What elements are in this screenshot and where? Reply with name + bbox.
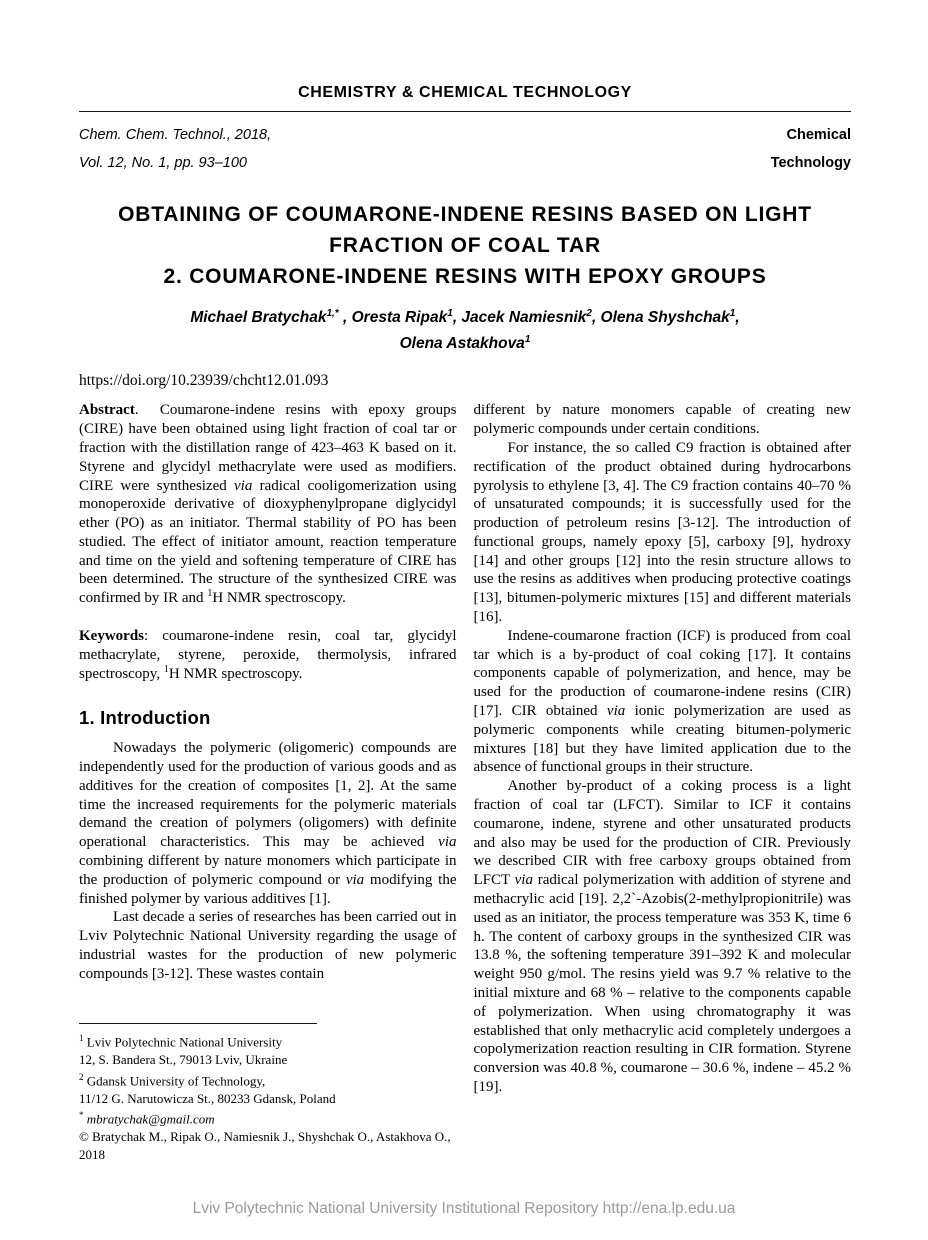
body-paragraph-lfct: Another by-product of a coking process is a light fraction of coal tar (LFCT). Similar to ICF it contains coumarone, indene, styrene and other unsaturated products and also may be used for the production of CIR. Previously we described CIR with free carboxy groups obtained from LFCT via radical polymerization with addition of styrene and methacrylic acid [19]. 2,2`-Azobis(2-methylpropionitrile) was used as an initiator, the process temperature was 353 K, time 6 h. The content of carboxy groups in the synthesized CIR was 13.8 %, the softening temperature 391–392 K and molecular weight 950 g/mol. The resins yield was 9.7 % relative to the initial mixture and 68 % – relative to the components capable of polymerization. When using chromatography it was established that only methacrylic acid completely undergoes a copolymerization reaction resulting in CIR formation. Styrene conversion was 40.8 %, coumarone – 30.6 %, indene – 45.2 % [19].	[473, 778, 852, 1095]
footnote-affiliation-2: $^2$ Gdansk University of Technology,	[79, 1071, 266, 1089]
authors-line-1: Michael Bratychak$^{1,*}$ , Oresta Ripak$^1$, Jacek Namiesnik$^2$, Olena Shyshchak$^1$,	[190, 308, 740, 327]
authors-line-2: Olena Astakhova$^1$	[399, 334, 531, 353]
body-paragraph-continuation: different by nature monomers capable of creating new polymeric compounds under certain conditions.	[473, 402, 851, 438]
journal-name	[771, 121, 851, 177]
body-paragraph-icf: Indene-coumarone fraction (ICF) is produced from coal tar which is a by-product of coal coking [17]. It contains components capable of polymerization, and hence, may be used for the production of coumarone-indene resins (CIR) [17]. CIR obtained via ionic polymerization are used as polymeric components while creating bitumen-polymeric mixtures [18] but they have limited application due to the absence of functional groups in their structure.	[473, 627, 851, 776]
right-column	[474, 401, 852, 1163]
article-title-line-2: FRACTION OF COAL TAR	[329, 234, 601, 257]
page-content	[79, 0, 851, 1163]
journal-citation	[79, 121, 271, 177]
two-column-body	[79, 401, 851, 1163]
citation-line-2: Vol. 12, No. 1, pp. 93–100	[79, 155, 247, 171]
article-title	[79, 199, 851, 292]
citation-line-1: Chem. Chem. Technol., 2018,	[79, 127, 272, 143]
left-column	[79, 401, 457, 1163]
footnote-rule	[79, 1023, 317, 1024]
intro-paragraph-2: Last decade a series of researches has been carried out in Lviv Polytechnic National University regarding the usage of industrial wastes for the production of new polymeric compounds [3-12]. These wastes contain	[79, 909, 457, 982]
footnote-copyright: © Bratychak M., Ripak O., Namiesnik J., Shyshchak O., Astakhova O., 2018	[79, 1129, 451, 1162]
issue-info-row	[79, 121, 851, 177]
journal-running-head: CHEMISTRY & CHEMICAL TECHNOLOGY	[298, 84, 632, 101]
doi-link[interactable]: https://doi.org/10.23939/chcht12.01.093	[79, 372, 329, 390]
article-title-line-3: 2. COUMARONE-INDENE RESINS WITH EPOXY GROUPS	[163, 265, 767, 288]
abstract-paragraph: Abstract. Coumarone-indene resins with epoxy groups (CIRE) have been obtained using light fraction of coal tar or fraction with the distillation range of 423–463 K based on it. Styrene and glycidyl methacrylate were used as modifiers. CIRE were synthesized via radical cooligomerization using monoperoxide derivative of dioxyphenylpropane diglycidyl ether (PO) as an initiator. Thermal stability of PO has been studied. The effect of initiator amount, reaction temperature and time on the yield and softening temperature of CIRE has been determined. The structure of the synthesized CIRE was confirmed by IR and $^1$H NMR spectroscopy.	[79, 402, 457, 607]
journal-name-line-2: Technology	[770, 155, 851, 171]
footnote-affiliation-1: $^1$ Lviv Polytechnic National University	[79, 1033, 283, 1050]
footnote-block	[79, 1023, 457, 1163]
author-list	[79, 303, 851, 355]
footnote-affiliation-2-address: 11/12 G. Narutowicza St., 80233 Gdansk, Poland	[79, 1090, 336, 1106]
intro-paragraph-1: Nowadays the polymeric (oligomeric) compounds are independently used for the production of various goods and as additives for the creation of composites [1, 2]. At the same time the increased requirements for the polymeric materials demand the creation of polymers (oligomers) with definite operational characteristics. This may be achieved via combining different by nature monomers which participate in the production of polymeric compound or via modifying the finished polymer by various additives [1].	[79, 740, 457, 907]
spacer	[79, 608, 457, 627]
header-rule	[79, 111, 851, 112]
footnote-affiliation-1-address: 12, S. Bandera St., 79013 Lviv, Ukraine	[79, 1052, 288, 1068]
repository-footer: Lviv Polytechnic National University Institutional Repository http://ena.lp.edu.ua	[192, 1200, 736, 1217]
article-title-line-1: OBTAINING OF COUMARONE-INDENE RESINS BASED ON LIGHT	[118, 203, 812, 226]
journal-name-line-1: Chemical	[786, 127, 851, 143]
body-paragraph-c9: For instance, the so called C9 fraction is obtained after rectification of the product obtained during hydrocarbons pyrolysis to ethylene [3, 4]. The C9 fraction contains 40–70 % of unsaturated compounds; it is successfully used for the production of petroleum resins [3-12]. The introduction of functional groups, namely epoxy [5], carboxy [9], hydroxy [14] and other groups [12] into the resin structure allows to use the resins as additives when producing protective coatings [13], bitumen-polymeric mixtures [15] and different materials [16].	[473, 439, 851, 626]
section-heading-introduction: 1. Introduction	[79, 707, 211, 729]
footnote-email: * mbratychak@gmail.com	[79, 1110, 215, 1127]
keywords-paragraph: Keywords: coumarone-indene resin, coal tar, glycidyl methacrylate, styrene, peroxide, thermolysis, infrared spectroscopy, $^1$H NMR spectroscopy.	[79, 628, 457, 682]
